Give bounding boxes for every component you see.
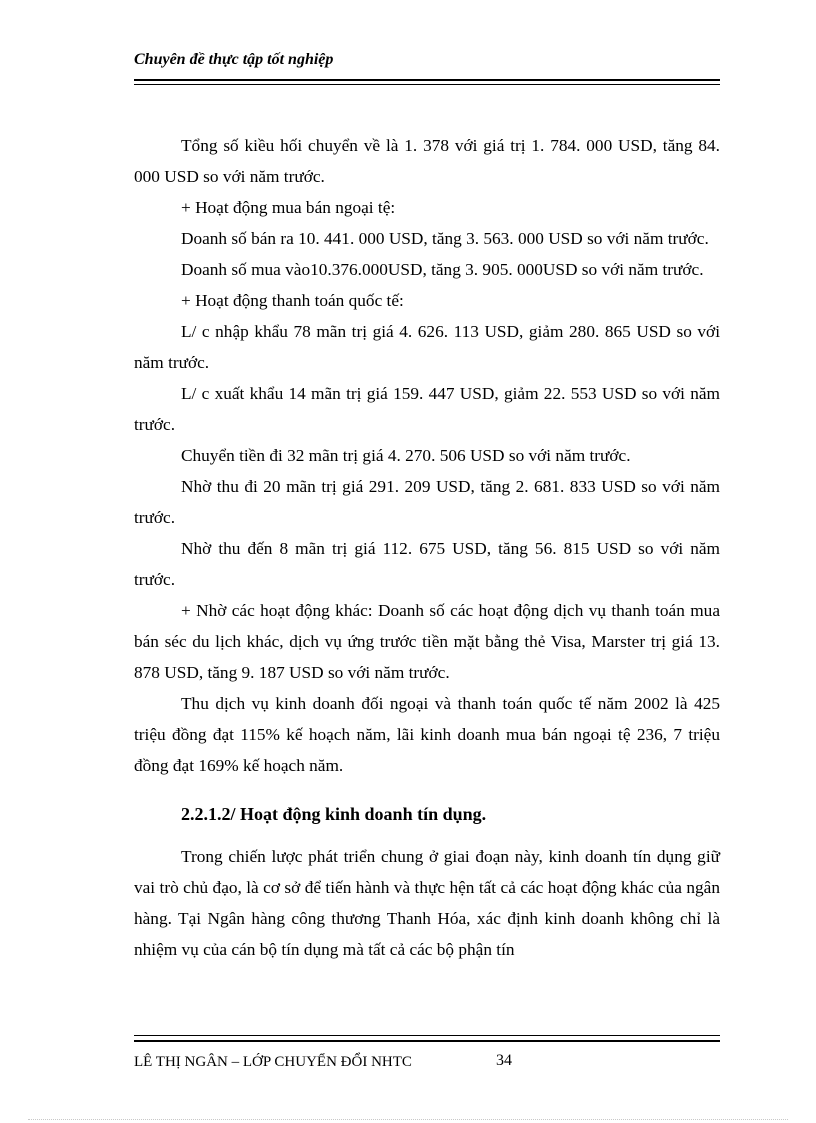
paragraph-fx-purchases: Doanh số mua vào10.376.000USD, tăng 3. 905. 000USD so với năm trước. xyxy=(181,260,704,279)
paragraph-credit-intro: Trong chiến lược phát triển chung ở giai đoạn này, kinh doanh tín dụng giữ vai trò chủ đạo, là cơ sở để tiến hành và thực hện tất cả các hoạt động khác của ngân hàng. Tại Ngân hàng công thương Thanh Hóa, xác định kinh doanh không chỉ là nhiệm vụ của cán bộ tín dụng mà tất cả các bộ phận tín xyxy=(134,847,720,959)
paragraph-other-services: + Nhờ các hoạt động khác: Doanh số các hoạt động dịch vụ thanh toán mua bán séc du lịch khác, dịch vụ ứng trước tiền mặt bằng thẻ Visa, Marster trị giá 13. 878 USD, tăng 9. 187 USD so với năm trước. xyxy=(134,601,720,682)
paragraph-intl-payment-heading: + Hoạt động thanh toán quốc tế: xyxy=(181,291,404,310)
footer-rule-top xyxy=(134,1035,720,1036)
paragraph-outward-transfer: Chuyển tiền đi 32 mãn trị giá 4. 270. 506 USD so với năm trước. xyxy=(181,446,631,465)
header-rule-bottom xyxy=(134,84,720,85)
paragraph-collection-out: Nhờ thu đi 20 mãn trị giá 291. 209 USD, tăng 2. 681. 833 USD so với năm trước. xyxy=(134,477,720,527)
paragraph-collection-in: Nhờ thu đến 8 mãn trị giá 112. 675 USD, tăng 56. 815 USD so với năm trước. xyxy=(134,539,720,589)
paragraph-revenue-summary: Thu dịch vụ kinh doanh đối ngoại và thanh toán quốc tế năm 2002 là 425 triệu đồng đạt 115% kế hoạch năm, lãi kinh doanh mua bán ngoại tệ 236, 7 triệu đồng đạt 169% kế hoạch năm. xyxy=(134,694,720,775)
paragraph-fx-heading: + Hoạt động mua bán ngoại tệ: xyxy=(181,198,396,217)
body-text xyxy=(134,130,720,965)
paragraph-lc-import: L/ c nhập khẩu 78 mãn trị giá 4. 626. 113 USD, giảm 280. 865 USD so với năm trước. xyxy=(134,322,720,372)
paragraph-remittance: Tổng số kiều hối chuyển về là 1. 378 với giá trị 1. 784. 000 USD, tăng 84. 000 USD so với năm trước. xyxy=(134,136,720,186)
paragraph-fx-sales: Doanh số bán ra 10. 441. 000 USD, tăng 3. 563. 000 USD so với năm trước. xyxy=(181,229,709,248)
section-heading: 2.2.1.2/ Hoạt động kinh doanh tín dụng. xyxy=(181,804,487,824)
page-number: 34 xyxy=(496,1052,512,1069)
paragraph-lc-export: L/ c xuất khẩu 14 mãn trị giá 159. 447 USD, giảm 22. 553 USD so với năm trước. xyxy=(134,384,720,434)
page-edge-divider xyxy=(28,1119,788,1120)
footer-author: LÊ THỊ NGÂN – LỚP CHUYỂN ĐỔI NHTC xyxy=(134,1054,412,1070)
header-rule-top xyxy=(134,79,720,81)
footer-rule-bottom xyxy=(134,1040,720,1042)
header-title: Chuyên đề thực tập tốt nghiệp xyxy=(134,51,334,68)
